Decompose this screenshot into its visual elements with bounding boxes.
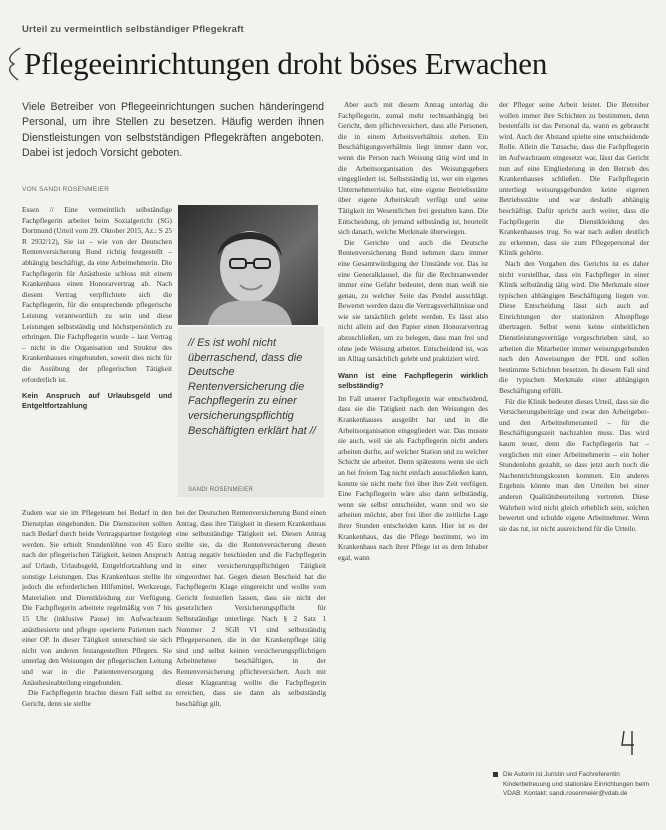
column-1-upper [22,205,172,520]
pull-quote: // Es ist wohl nicht überraschend, dass die Deutsche Rentenversicherung die Fachpflegerin zu einer versicherungspflichtig Beschäftigten erklärt hat // [188,337,316,437]
article-kicker: Urteil zu vermeintlich selbständiger Pflegekraft [22,24,244,35]
article-author: VON SANDI ROSENMEIER [22,186,110,193]
body-paragraph: der Pfleger seine Arbeit leistet. Die Betreiber wollen immer ihre Schichten zu bestimmen, denn bestenfalls ist das Personal da, wann es gebraucht wird. Auch der Abstand spielte eine entscheidende Rolle. Allein die Tatsache, dass die Fachpflegerin im Aufwachraum eingesetzt war, lässt das Gericht nun auf eine Eingliederung in den Betrieb des Krankenhauses schließen. Die Fachpflegerin unterliegt weisungsgebunden keine eigenen Betriebsstätte und war deshalb abhängig beschäftigt. Dafür spricht auch weiter, dass die Fachpflegerin die Dienstkleidung des Krankenhauses trug. So war nach außen deutlich zu erkennen, dass sie zum Pflegepersonal der Klinik gehörte. [499,100,649,258]
column-2-lower [176,508,326,798]
author-note: Die Autorin ist Juristin und Fachreferentin Kinderbetreuung und stationäre Einrichtungen beim VDAB. Kontakt: sandi.rosenmeier@vdab.de [503,771,650,798]
body-paragraph: Essen // Eine vermeintlich selbständige Fachpflegerin arbeitet beim Sozialgericht (SG) Dortmund (Urteil vom 29. Oktober 2015, Az.: S 25 R 2932/12), Sie ist – wie von der Deutschen Rentenversicherung Bund richtig festgestellt – abhängig beschäftigt, da eine Arbeitnehmerin. Die Fachpflegerin für Anästhesie schloss mit einem Krankenhaus einen Honorarvertrag ab. Nach diesem Vertrag verpflichtete sich die Fachpflegerin, für die entsprechende pflegerische Leistung verantwortlich zu sein und diese Leistungen selbstständig und höchstpersönlich zu erbringen. Die Fachpflegerin wurde – laut Vertrag – nicht in die Organisation und Struktur des Krankenhauses eingebunden, soweit dies nicht für die Ausübung der pflegerischen Tätigkeit erforderlich ist. [22,205,172,384]
margin-mark-icon [2,44,24,84]
article-lead: Viele Betreiber von Pflegeeinrichtungen suchen händeringend Personal, um ihre Stellen zu besetzen. Häufig werden ihnen Dienstleistungen von selbstständigen Pflegekräften angeboten. Dabei ist jedoch Vorsicht geboten. [22,101,324,160]
pull-quote-author: SANDI ROSENMEIER [188,487,254,493]
author-photo [178,205,318,325]
article-headline: Pflegeeinrichtungen droht böses Erwachen [24,46,548,81]
body-paragraph: Nach den Vorgaben des Gerichts ist es daher nicht vorstellbar, dass ein Fachpfleger in einer Klinik selbständig tätig wird. Die Merkmale einer typischen abhängigen Beschäftigung liegen vor. Diese Entscheidung lässt sich auch auf Einrichtungen der stationären Altenpflege übertragen. Selbst wenn keine einheitlichen Dienstleistungsverträge vorgeschrieben sind, so arbeiten die Mitarbeiter immer weisungsgebunden nach den Anweisungen der PDL und sollen bestimmte Schichten besetzen. In diesem Fall sind die typischen Merkmale einer abhängigen Beschäftigung erfüllt. [499,258,649,396]
handwritten-mark-icon [618,727,642,757]
body-paragraph: Die Gerichte und auch die Deutsche Rentenversicherung Bund nehmen dazu immer eine Gesamtwürdigung der Umstände vor. Das ist eine Generalklausel, die für die Rechtsanwender immer eine Gefahr bedeutet, denn man weiß nie genau, zu welcher Seite das Pendel ausschlägt. Bewertet werden dazu die Vertragsverhältnisse und wie sie tatsächlich gelebt werden. Es lässt also nicht allein auf den Papier einen Honorarvertrag abzuschließen, um zu belegen, dass man frei und ohne jede Weisung arbeitet. Entscheidend ist, was im Alltag tatsächlich gelebt und praktiziert wird. [338,237,488,364]
subheading: Wann ist eine Fachpflegerin wirklich selbständig? [338,370,488,390]
subheading: Kein Anspruch auf Urlaubsgeld und Entgeltfortzahlung [22,391,172,411]
column-1-lower [22,508,172,798]
body-paragraph: Zudem war sie im Pflegeteam bei Bedarf in den Dienstplan eingebunden. Die Dienstzeiten sollten nach Bedarf durch beide Vertragspartner festgelegt werden. Sie erhielt Stundenlöhne von 45 Euro nach der pflegerischen Tätigkeit, keinen Anspruch auf Urlaub, Urlaubsgeld, Entgeltfortzahlung und sonstige Leistungen. Das Krankenhaus stellte ihr jedoch die erforderlichen Hilfsmittel, Werkzeuge, Materialien und Dienstkleidung zur Verfügung. Die Fachpflegerin arbeitete regelmäßig von 7 bis 15 Uhr (inklusive Pause) im Aufwachraum anästhesierte und pflegte operierte Patienten nach einer OP. In dieser Tätigkeit unterschied sie sich nicht von anderen festangestellten Pflegern. Sie unterlag den Weisungen der pflegerischen Leitung und war in die Patientenversorgung des Anästhesieabteilung eingebunden. [22,508,172,687]
column-4 [499,100,649,725]
body-paragraph: Die Fachpflegerin brachte diesen Fall selbst zu Gericht, denn sie stellte [22,688,172,708]
body-paragraph: Im Fall unserer Fachpflegerin war entscheidend, dass sie die Tätigkeit nach den Weisungen des Krankenhauses ausgeübt hat und in die Arbeitsorganisation eingegliedert war. Das musste sie auch, weil sie als Fachpflegerin nicht anders arbeiten durfte, auf welcher Station und zu welcher Schicht sie arbeitet. Denn spätestens wenn sie sich an bei freiem Tag nicht einfach ausschließen kann, konnte sie nicht mehr frei über ihre Zeit verfügen. Eine Fachpflegerin wäre also dann selbständig, wenn sie selbst entscheidet, wann und wo sie arbeiten möchte, aber frei über die zeitliche Lage ihrer Stunden entscheiden kann. Hier ist es der Krankenhaus, das die Pflege bestimmt, wo im Krankenhaus nach ihrer Pflege ist es dem Inhaber egal, wann [338,393,488,562]
column-3 [338,100,488,800]
body-paragraph: Für die Klinik bedeutet dieses Urteil, dass sie die Versicherungsbeiträge und zwar den Arbeitgeber- und den Arbeitnehmeranteil – für die Beschäftigungszeit nachzahlen muss. Das wird kaum teuer, denn die Fachpflegerin hat – verglichen mit einer Arbeitnehmerin – ein hoher Stundenlohn gezahlt, so dass jetzt auch noch die Nachentrichtungskosten kommen. Ein anderes Ergebnis könnte man den Urteilen bei einer anderen Qualitätsbeurteilung vertreten. Diese Wahrheit wird nicht gleich erheblich sein, solchen bewertet und schulde eigene Arbeitnehmer. Wenn sie das tut, ist nicht ausreichend für die Urteile. [499,396,649,533]
body-paragraph: Aber auch mit diesem Antrag unterlag die Fachpflegerin, zumal mehr rechtsanhängig bei Gericht, dem pflichtversichert, dass alle Personen, die in einem Arbeitsverhältnis stehen. Ein Beschäftigungsverhältnis liegt immer dann vor, wenn die Person nach Weisung tätig wird und in die Arbeitsorganisation des Weisungsgebers eingegliedert ist. Selbstständig ist, wer ein eigenes Unternehmerrisiko hat, eine eigene Betriebsstätte über eigene Arbeitskraft verfügt und seine Tätigkeit im Wesentlichen frei gestalten kann. Die Entscheidung, ob jemand selbständig ist, beurteilt sich danach, welche Merkmale überwiegen. [338,100,488,237]
body-paragraph: bei der Deutschen Rentenversicherung Bund einen Antrag, dass ihre Tätigkeit in diesem Krankenhaus eine selbstständige Tätigkeit sei. Diesen Antrag stellte sie, da die Rentenversicherung diesen Antrag negativ beschieden und die Fachpflegerin in einer versicherungspflichtigen Tätigkeit eingeordnet hat. Gegen diesen Bescheid hat die Fachpflegerin Klage eingereicht und wollte vom Gericht feststellen lassen, dass sie nicht der gesetzlichen Versicherungspflicht für Selbstständige unterliege. Nach § 2 Satz 1 Nummer 2 SGB VI sind selbstständig Pflegepersonen, die in der Krankenpflege tätig sind und selbst keinen versicherungspflichtigen Arbeitnehmer beschäftigen, in der Rentenversicherung pflichtversichert. Auch mit dieser Klageantrag wollte die Fachpflegerin erreichen, dass sie dann als selbstständig beschäftigt gilt. [176,508,326,708]
portrait-image [178,205,318,325]
note-bullet-icon [493,772,498,777]
